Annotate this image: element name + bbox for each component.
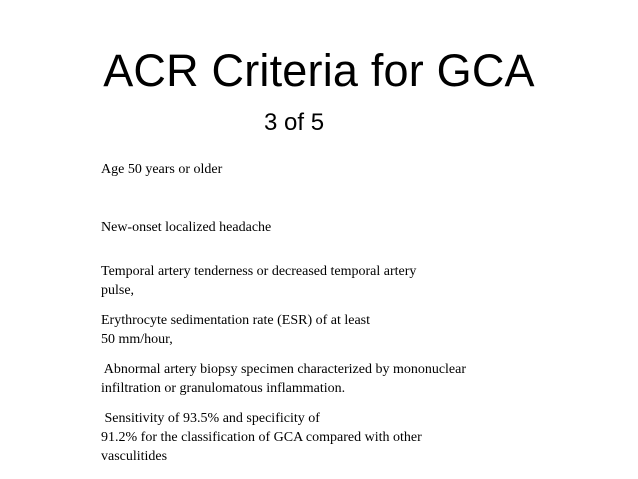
slide-subtitle: 3 of 5 — [264, 109, 325, 136]
criterion-line: 50 mm/hour, — [101, 332, 173, 347]
criterion-line: infiltration or granulomatous inflammation. — [101, 381, 346, 396]
criterion-line: Age 50 years or older — [101, 162, 223, 177]
criterion-line: New-onset localized headache — [101, 220, 272, 235]
criterion-line: Abnormal artery biopsy specimen characterized by mononuclear — [101, 362, 467, 377]
criterion-temporal-artery — [101, 262, 416, 300]
criterion-age — [101, 160, 222, 179]
note-line: vasculitides — [101, 449, 168, 464]
criterion-line: pulse, — [101, 283, 135, 298]
note-line: 91.2% for the classification of GCA compared with other — [101, 430, 422, 445]
note-line: Sensitivity of 93.5% and specificity of — [101, 411, 320, 426]
criterion-line: Temporal artery tenderness or decreased temporal artery — [101, 264, 417, 279]
criterion-line: Erythrocyte sedimentation rate (ESR) of at least — [101, 313, 371, 328]
criterion-esr — [101, 311, 370, 349]
slide-title: ACR Criteria for GCA — [103, 45, 535, 96]
criterion-headache — [101, 218, 271, 237]
sensitivity-note — [101, 409, 422, 466]
criterion-biopsy — [101, 360, 466, 398]
